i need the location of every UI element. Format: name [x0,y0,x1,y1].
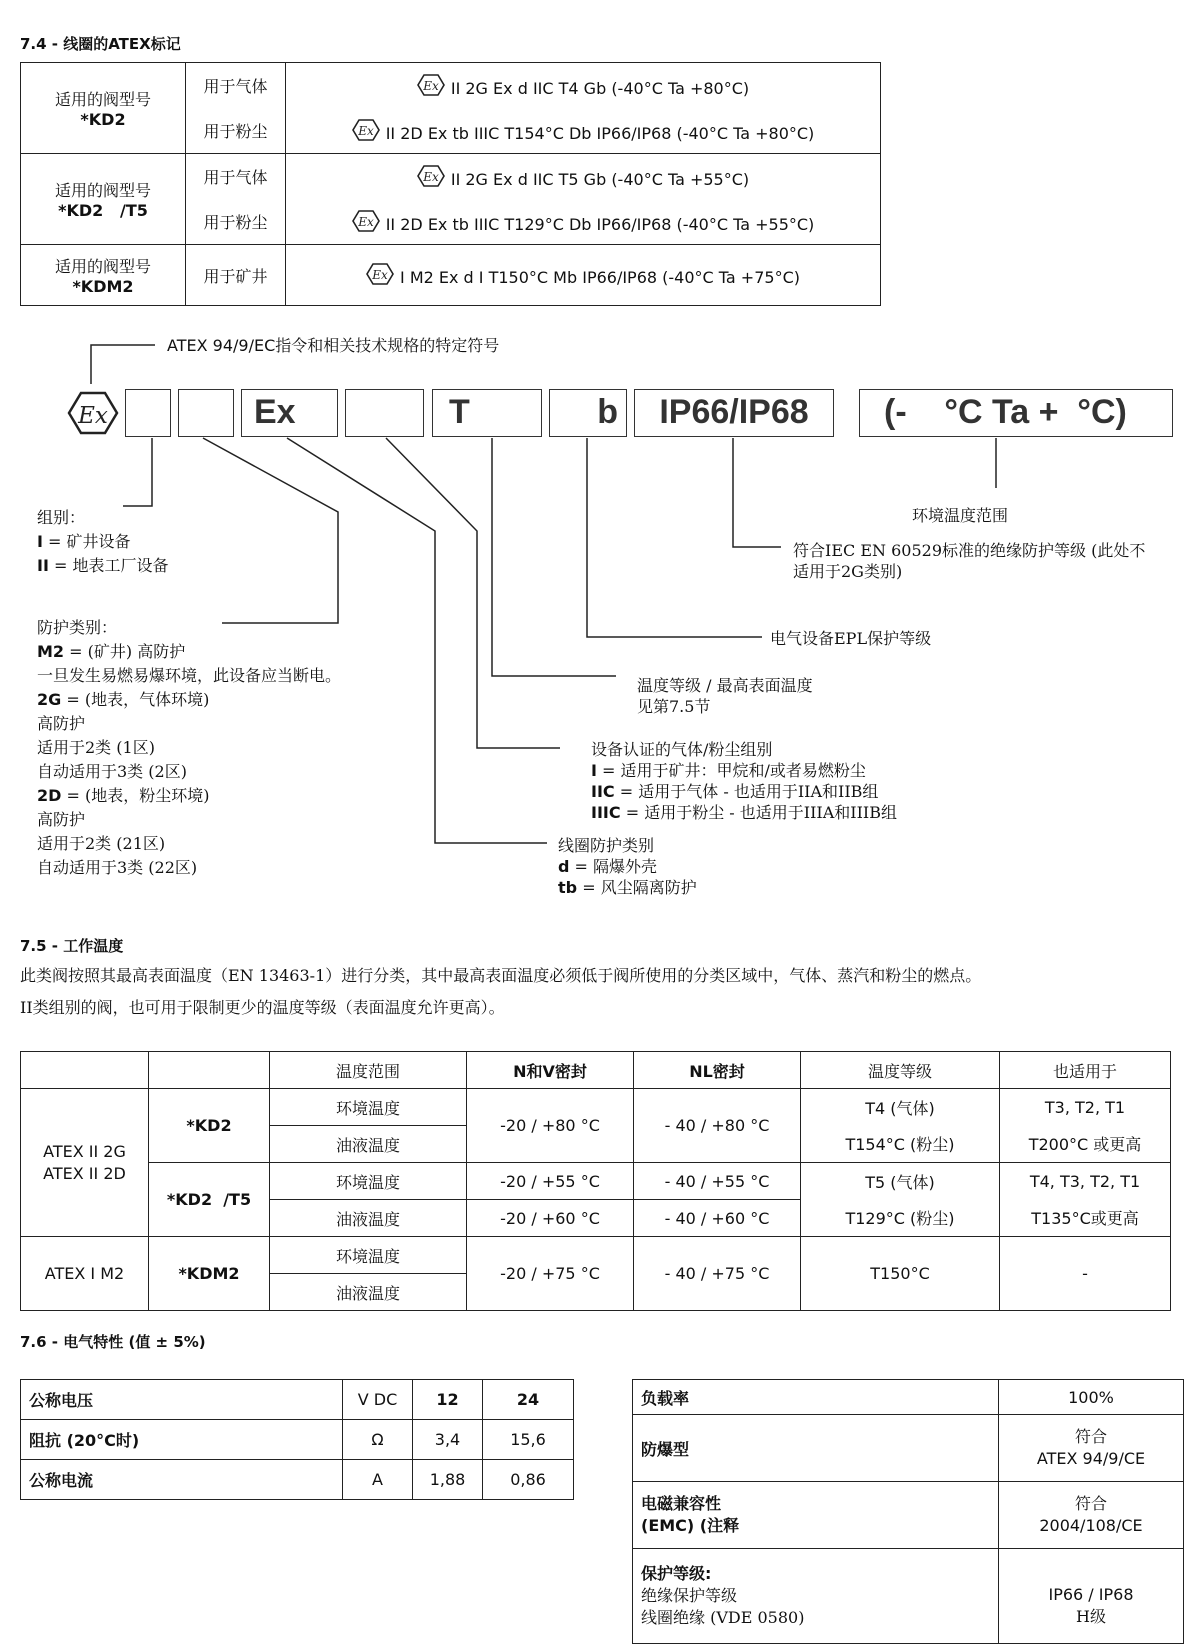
param-cell: 公称电流 [21,1460,343,1500]
box-epl: b [549,389,627,437]
also-cell: T135°C或更高 [1000,1200,1171,1237]
mark-cell: Ex II 2D Ex tb IIIC T129°C Db IP66/IP68 (-40°C Ta +55°C) [286,199,881,245]
table-row [21,1420,574,1460]
table-row [633,1415,1184,1482]
class-cell: T154°C (粉尘) [801,1126,1000,1163]
mark-cell: Ex II 2G Ex d IIC T5 Gb (-40°C Ta +55°C) [286,154,881,200]
atex-cell: ATEX I M2 [21,1237,149,1311]
class-cell: T4 (气体) [801,1089,1000,1126]
also-cell: - [1000,1237,1171,1311]
range-cell: 油液温度 [270,1274,467,1311]
range-cell: 油液温度 [270,1126,467,1163]
coil-protection-label: 线圈防护类别 d = 隔爆外壳 tb = 风尘隔离防护 [558,836,697,897]
box-category [178,389,234,437]
value-cell: - 40 / +60 °C [634,1200,801,1237]
table-row [633,1482,1184,1549]
electrical-table [20,1379,574,1500]
value-cell: -20 / +55 °C [467,1163,634,1200]
model-cell: *KDM2 [149,1237,270,1311]
table-row [633,1549,1184,1644]
table-row [21,1052,1171,1089]
also-cell: T3, T2, T1 [1000,1089,1171,1126]
class-cell: T5 (气体) [801,1163,1000,1200]
also-cell: T4, T3, T2, T1 [1000,1163,1171,1200]
svg-text:Ex: Ex [357,123,374,138]
ex-hexagon-icon [69,393,117,433]
table-row [21,1380,574,1420]
header-cell: 也适用于 [1000,1052,1171,1089]
gas-group-label: 设备认证的气体/粉尘组别 I = 适用于矿井：甲烷和/或者易燃粉尘 IIC = 适用于气体 - 也适用于IIA和IIB组 IIIC = 适用于粉尘 - 也适用于IIIA和IIIB组 [591,740,898,822]
header-cell: 温度范围 [270,1052,467,1089]
use-cell: 用于粉尘 [186,108,286,154]
ambient-label: 环境温度范围 [912,506,1009,525]
value-cell: -20 / +80 °C [467,1089,634,1163]
param-cell: 公称电压 [21,1380,343,1420]
use-cell: 用于气体 [186,154,286,200]
value-cell: - 40 / +55 °C [634,1163,801,1200]
value-cell: 24 [483,1380,574,1420]
paragraph: II类组别的阀，也可用于限制更少的温度等级（表面温度允许更高）。 [20,998,505,1017]
class-cell: T129°C (粉尘) [801,1200,1000,1237]
value-cell: 12 [413,1380,483,1420]
value-cell: 符合 ATEX 94/9/CE [999,1415,1184,1482]
paragraph: 此类阀按照其最高表面温度（EN 13463-1）进行分类，其中最高表面温度必须低于阀所使用的分类区域中，气体、蒸汽和粉尘的燃点。 [20,966,982,985]
value-cell: 1,88 [413,1460,483,1500]
param-cell: 阻抗 (20°C时) [21,1420,343,1460]
ip-label: 符合IEC EN 60529标准的绝缘防护等级 (此处不 适用于2G类别) [793,541,1146,581]
header-cell: N和V密封 [467,1052,634,1089]
model-cell: *KD2 [149,1089,270,1163]
svg-text:Ex: Ex [423,78,439,93]
table-row [21,1163,1171,1200]
class-cell: T150°C [801,1237,1000,1311]
unit-cell: A [343,1460,413,1500]
value-cell: 100% [999,1380,1184,1415]
section-title-7-6: 7.6 - 电气特性 (值 ± 5%) [20,1333,206,1351]
value-cell: 0,86 [483,1460,574,1500]
category-label: 防护类别： M2 = (矿井) 高防护 一旦发生易燃易爆环境，此设备应当断电。 2G = (地表，气体环境) 高防护 适用于2类 (1区) 自动适用于3类 (2区) 2D = (地表，粉尘环境) 高防护 适用于2类 (21区) 自动适用于3类 (22区) [37,618,342,877]
param-cell: 保护等级: 绝缘保护等级 线圈绝缘 (VDE 0580) [633,1549,999,1644]
use-cell: 用于气体 [186,63,286,109]
param-cell: 防爆型 [633,1415,999,1482]
value-cell: - 40 / +75 °C [634,1237,801,1311]
svg-text:Ex: Ex [423,169,439,184]
value-cell: 3,4 [413,1420,483,1460]
unit-cell: V DC [343,1380,413,1420]
param-cell: 电磁兼容性 (EMC) (注释 [633,1482,999,1549]
svg-text:Ex: Ex [78,403,108,429]
value-cell: 15,6 [483,1420,574,1460]
mark-cell: Ex I M2 Ex d I T150°C Mb IP66/IP68 (-40°C Ta +75°C) [286,245,881,306]
also-cell: T200°C 或更高 [1000,1126,1171,1163]
symbol-label: ATEX 94/9/EC指令和相关技术规格的特定符号 [167,336,500,355]
temp-class-label: 温度等级 / 最高表面温度 见第7.5节 [637,676,813,716]
header-cell: 温度等级 [801,1052,1000,1089]
section-title-7-4: 7.4 - 线圈的ATEX标记 [20,35,181,53]
header-cell: NL密封 [634,1052,801,1089]
atex-cell: ATEX II 2G ATEX II 2D [21,1089,149,1237]
box-group [125,389,171,437]
model-cell: 适用的阀型号 *KD2 /T5 [21,154,186,245]
use-cell: 用于矿井 [186,245,286,306]
box-temp-class: T [432,389,542,437]
use-cell: 用于粉尘 [186,199,286,245]
value-cell: 符合 2004/108/CE [999,1482,1184,1549]
specs-table [632,1379,1184,1644]
table-row [21,1237,1171,1274]
svg-text:Ex: Ex [372,268,388,282]
model-cell: 适用的阀型号 *KD2 [21,63,186,154]
value-cell: IP66 / IP68 H级 [999,1549,1184,1644]
section-title-7-5: 7.5 - 工作温度 [20,937,124,955]
range-cell: 油液温度 [270,1200,467,1237]
mark-cell: Ex II 2D Ex tb IIIC T154°C Db IP66/IP68 (-40°C Ta +80°C) [286,108,881,154]
box-ambient: (- °C Ta + °C) [859,389,1173,437]
mark-cell: Ex II 2G Ex d IIC T4 Gb (-40°C Ta +80°C) [286,63,881,109]
range-cell: 环境温度 [270,1163,467,1200]
range-cell: 环境温度 [270,1237,467,1274]
svg-text:Ex: Ex [357,214,374,229]
model-cell: 适用的阀型号 *KDM2 [21,245,186,306]
epl-label: 电气设备EPL保护等级 [770,629,932,648]
unit-cell: Ω [343,1420,413,1460]
value-cell: - 40 / +80 °C [634,1089,801,1163]
temperature-table [20,1051,1171,1311]
group-label: 组别： I = 矿井设备 II = 地表工厂设备 [37,508,169,575]
range-cell: 环境温度 [270,1089,467,1126]
table-row [21,1089,1171,1126]
box-protection [345,389,424,437]
model-cell: *KD2 /T5 [149,1163,270,1237]
box-ex: Ex [241,389,338,437]
table-row [21,1460,574,1500]
table-row [633,1380,1184,1415]
value-cell: -20 / +75 °C [467,1237,634,1311]
param-cell: 负载率 [633,1380,999,1415]
box-ip: IP66/IP68 [634,389,834,437]
value-cell: -20 / +60 °C [467,1200,634,1237]
